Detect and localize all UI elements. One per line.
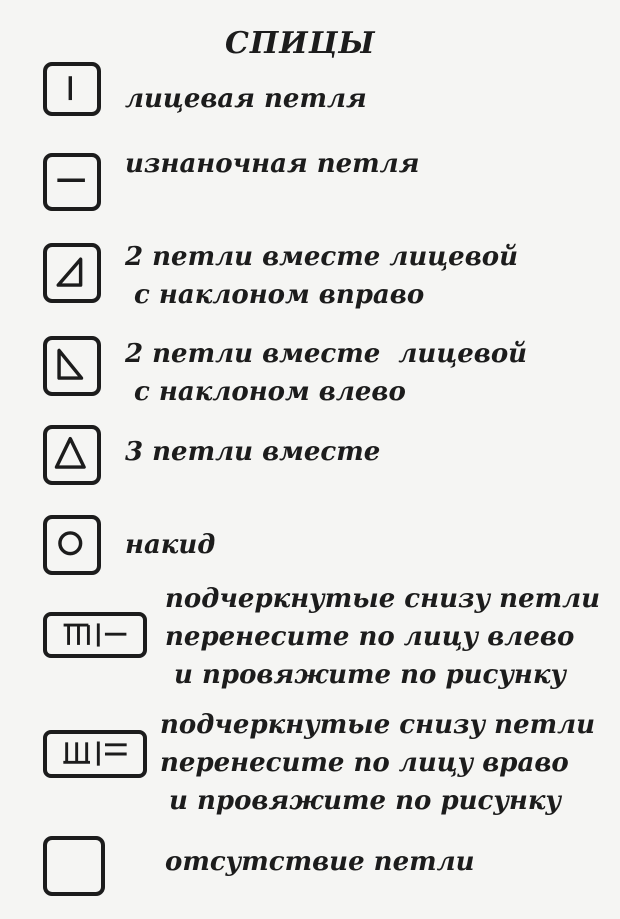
page-title: СПИЦЫ [225, 26, 376, 61]
legend-item-k2tog-right: 2 петли вместе лицевой с наклоном вправо [125, 242, 519, 310]
cross-right-icon [43, 730, 147, 778]
empty-square-icon [43, 836, 105, 896]
left-slant-triangle-icon [43, 336, 101, 396]
legend-item-purl: изнаночная петля [125, 149, 420, 179]
legend-item-k3tog: 3 петли вместе [125, 437, 381, 467]
vertical-line-icon [43, 62, 101, 116]
legend-item-knit: лицевая петля [125, 84, 367, 114]
right-slant-triangle-icon [43, 243, 101, 303]
cross-left-icon [43, 612, 147, 658]
triangle-icon [43, 425, 101, 485]
legend-item-k2tog-left: 2 петли вместе лицевой с наклоном влево [125, 339, 528, 407]
circle-icon [43, 515, 101, 575]
legend-item-no-stitch: отсутствие петли [165, 847, 475, 877]
horizontal-line-icon [43, 153, 101, 211]
legend-item-yarn-over: накид [125, 530, 216, 560]
legend-item-cross-right: подчеркнутые снизу петли перенесите по лицу враво и провяжите по рисунку [160, 710, 596, 816]
legend-item-cross-left: подчеркнутые снизу петли перенесите по лицу влево и провяжите по рисунку [165, 584, 601, 690]
